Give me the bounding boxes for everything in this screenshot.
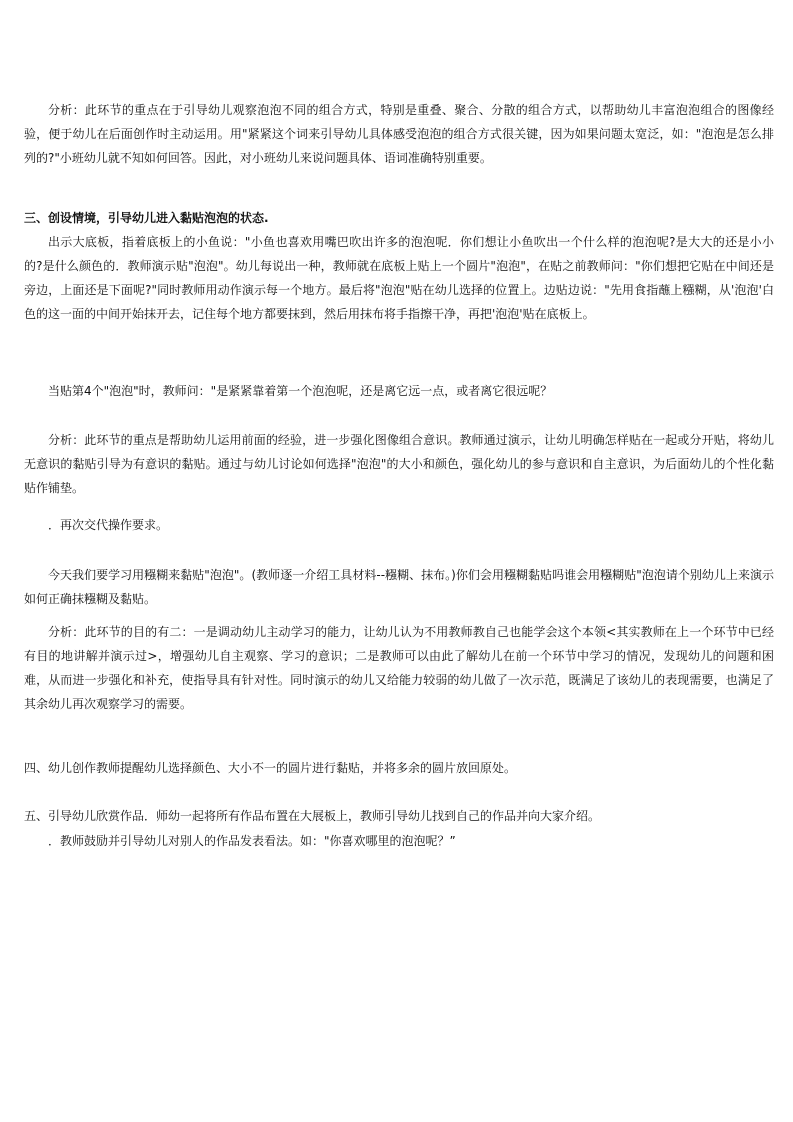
section-heading-4: 四、幼儿创作教师提醒幼儿选择颜色、大小不一的圆片进行黏贴，并将多余的圆片放回原处。 — [24, 761, 517, 775]
body-paragraph-demo: 出示大底板，指着底板上的小鱼说："小鱼也喜欢用嘴巴吹出许多的泡泡呢．你们想让小鱼吹出一个什么样的泡泡呢?是大大的还是小小的?是什么颜色的．教师演示贴"泡泡"。幼儿每说出一种，教师就在底板上贴上一个圆片"泡泡"，在贴之前教师问："你们想把它贴在中间还是旁边，上面还是下面呢?"同时教师用动作演示每一个地方。最后将"泡泡"贴在幼儿选择的位置上。边贴边说："先用食指蘸上糨糊，从'泡泡'白色的这一面的中间开始抹开去，记住每个地方都要抹到，然后用抹布将手指擦干净，再把'泡泡'贴在底板上。 — [24, 235, 774, 321]
operation-requirement-line: ．再次交代操作要求。 — [48, 518, 169, 532]
body-paragraph-fourth-bubble: 当贴第4个"泡泡"时，教师问："是紧紧靠着第一个泡泡呢，还是离它远一点，或者离它很远呢？ — [48, 384, 553, 398]
section-heading-5: 五、引导幼儿欣赏作品．师幼一起将所有作品布置在大展板上，教师引导幼儿找到自己的作品并向大家介绍。 — [24, 809, 601, 823]
section-heading-3: 三、创设情境，引导幼儿进入黏贴泡泡的状态. — [24, 211, 269, 225]
analysis-paragraph-1: 分析：此环节的重点在于引导幼儿观察泡泡不同的组合方式，特别是重叠、聚合、分散的组合方式，以帮助幼儿丰富泡泡组合的图像经验，便于幼儿在后面创作时主动运用。用"紧紧这个词来引导幼儿具体感受泡泡的组合方式很关键，因为如果问题太宽泛，如："泡泡是怎么排列的?"小班幼儿就不知如何回答。因此，对小班幼儿来说问题具体、语词准确特别重要。 — [24, 103, 774, 165]
analysis-paragraph-3: 分析：此环节的目的有二：一是调动幼儿主动学习的能力，让幼儿认为不用教师教自己也能学会这个本领<其实教师在上一个环节中已经有目的地讲解并演示过>，增强幼儿自主观察、学习的意识；二是教师可以由此了解幼儿在前一个环节中学习的情况，发现幼儿的问题和困难，从而进一步强化和补充，使指导具有针对性。同时演示的幼儿又给能力较弱的幼儿做了一次示范，既满足了该幼儿的表现需要，也满足了其余幼儿再次观察学习的需要。 — [24, 625, 774, 711]
body-paragraph-paste-tools: 今天我们要学习用糨糊来黏贴"泡泡"。(教师逐一介绍工具材料--糨糊、抹布。)你们会用糨糊黏贴吗谁会用糨糊贴"泡泡请个别幼儿上来演示如何正确抹糨糊及黏贴。 — [24, 568, 774, 606]
encourage-comment-line: ．教师鼓励并引导幼儿对别人的作品发表看法。如："你喜欢哪里的泡泡呢？” — [48, 834, 456, 848]
analysis-paragraph-2: 分析：此环节的重点是帮助幼儿运用前面的经验，进一步强化图像组合意识。教师通过演示，让幼儿明确怎样贴在一起或分开贴，将幼儿无意识的黏贴引导为有意识的黏贴。通过与幼儿讨论如何选择"泡泡"的大小和颜色，强化幼儿的参与意识和自主意识，为后面幼儿的个性化黏贴作铺垫。 — [24, 433, 774, 495]
